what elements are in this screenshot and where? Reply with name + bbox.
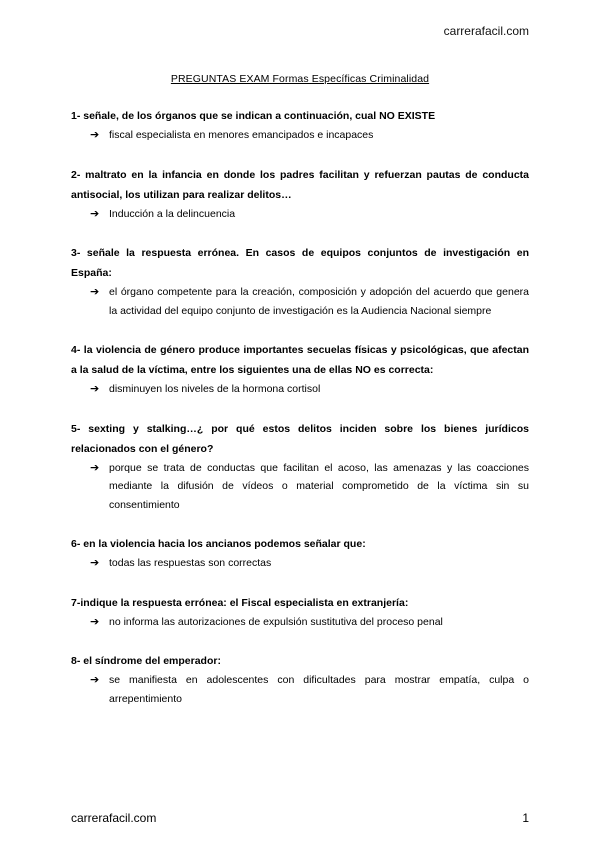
arrow-bullet-icon: ➔: [90, 674, 100, 686]
answer: [71, 554, 529, 573]
question-text: 1- señale, de los órganos que se indican a continuación, cual NO EXISTE: [71, 110, 436, 122]
answer-text: todas las respuestas son correctas: [109, 557, 272, 569]
answer: [71, 671, 529, 708]
question-item: [71, 243, 529, 320]
question-text: 2- maltrato en la infancia en donde los padres facilitan y refuerzan pautas de conducta antisocial, los utilizan para realizar delitos…: [71, 168, 529, 201]
document-title: PREGUNTAS EXAM Formas Específicas Criminalidad: [170, 73, 430, 85]
arrow-bullet-icon: ➔: [90, 615, 100, 628]
answer-text: se manifiesta en adolescentes con dificultades para mostrar empatía, culpa o arrepentimiento: [109, 674, 529, 705]
question-item: [71, 165, 529, 224]
answer: [71, 613, 529, 632]
question-item: [71, 419, 529, 515]
page-number: 1: [522, 811, 529, 825]
question-item: [71, 651, 529, 708]
answer-text: no informa las autorizaciones de expulsión sustitutiva del proceso penal: [109, 615, 443, 628]
arrow-bullet-icon: ➔: [90, 129, 100, 141]
answer: [71, 126, 529, 145]
answer-text: fiscal especialista en menores emancipados e incapaces: [109, 129, 374, 141]
question-text: 8- el síndrome del emperador:: [71, 655, 221, 667]
arrow-bullet-icon: ➔: [90, 383, 100, 395]
question-text: 4- la violencia de género produce importantes secuelas físicas y psicológicas, que afectan a la salud de la víctima, entre los siguientes una de ellas NO es correcta:: [71, 344, 529, 376]
answer-text: disminuyen los niveles de la hormona cortisol: [109, 383, 321, 395]
answer: [71, 283, 529, 320]
question-text: 7-indique la respuesta errónea: el Fiscal especialista en extranjería:: [71, 596, 409, 609]
answer: [71, 205, 529, 224]
question-item: [71, 340, 529, 399]
answer-text: Inducción a la delincuencia: [109, 207, 236, 220]
answer-text: porque se trata de conductas que facilitan el acoso, las amenazas y las coacciones mediante la difusión de vídeos o material comprometido de la víctima sin su consentimiento: [109, 461, 529, 511]
answer-text: el órgano competente para la creación, composición y adopción del acuerdo que genera la actividad del equipo conjunto de investigación es la Audiencia Nacional siempre: [109, 286, 529, 317]
arrow-bullet-icon: ➔: [90, 461, 100, 474]
site-header-link[interactable]: carrerafacil.com: [443, 24, 529, 38]
arrow-bullet-icon: ➔: [90, 207, 100, 220]
question-item: [71, 534, 529, 573]
question-item: [71, 593, 529, 632]
question-item: [71, 106, 529, 145]
answer: [71, 380, 529, 399]
arrow-bullet-icon: ➔: [90, 557, 100, 569]
question-text: 6- en la violencia hacia los ancianos podemos señalar que:: [71, 538, 366, 550]
arrow-bullet-icon: ➔: [90, 286, 100, 298]
question-list: [71, 106, 529, 728]
footer-site-link[interactable]: carrerafacil.com: [71, 811, 157, 825]
question-text: 5- sexting y stalking…¿ por qué estos delitos inciden sobre los bienes jurídicos relacionados con el género?: [71, 422, 529, 455]
question-text: 3- señale la respuesta errónea. En casos de equipos conjuntos de investigación en España:: [71, 247, 529, 279]
answer: [71, 459, 529, 515]
